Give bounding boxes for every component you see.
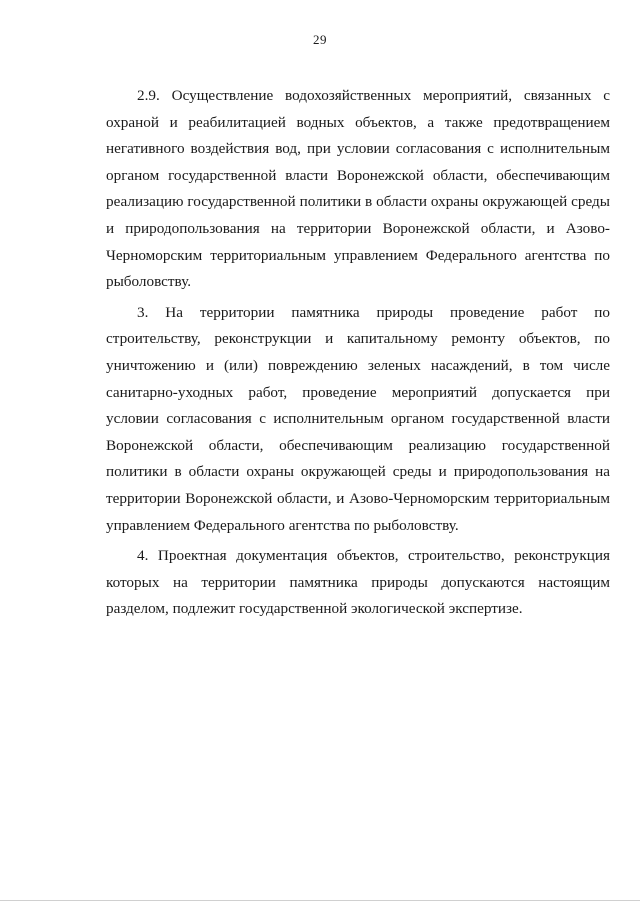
page-number: 29 xyxy=(313,32,327,47)
paragraph-3: 3. На территории памятника природы проведение работ по строительству, реконструкции и капитальному ремонту объектов, по уничтожению и (или) повреждению зеленых насаждений, в том числе санитарно-уходных работ, проведение мероприятий допускается при условии согласования с исполнительным органом государственной власти Воронежской области, обеспечивающим реализацию государственной политики в области охраны окружающей среды и природопользования на территории Воронежской области, и Азово-Черноморским территориальным управлением Федерального агентства по рыболовству. xyxy=(106,303,610,534)
paragraph-4: 4. Проектная документация объектов, строительство, реконструкция которых на территории памятника природы допускаются настоящим разделом, подлежит государственной экологической экспертизе. xyxy=(106,547,610,618)
bottom-edge-rule xyxy=(0,900,640,901)
document-body xyxy=(106,83,610,623)
paragraph-2-9: 2.9. Осуществление водохозяйственных мероприятий, связанных с охраной и реабилитацией водных объектов, а также предотвращением негативного воздействия вод, при условии согласования с исполнительным органом государственной власти Воронежской области, обеспечивающим реализацию государственной политики в области охраны окружающей среды и природопользования на территории Воронежской области, и Азово-Черноморским территориальным управлением Федерального агентства по рыболовству. xyxy=(106,87,610,291)
